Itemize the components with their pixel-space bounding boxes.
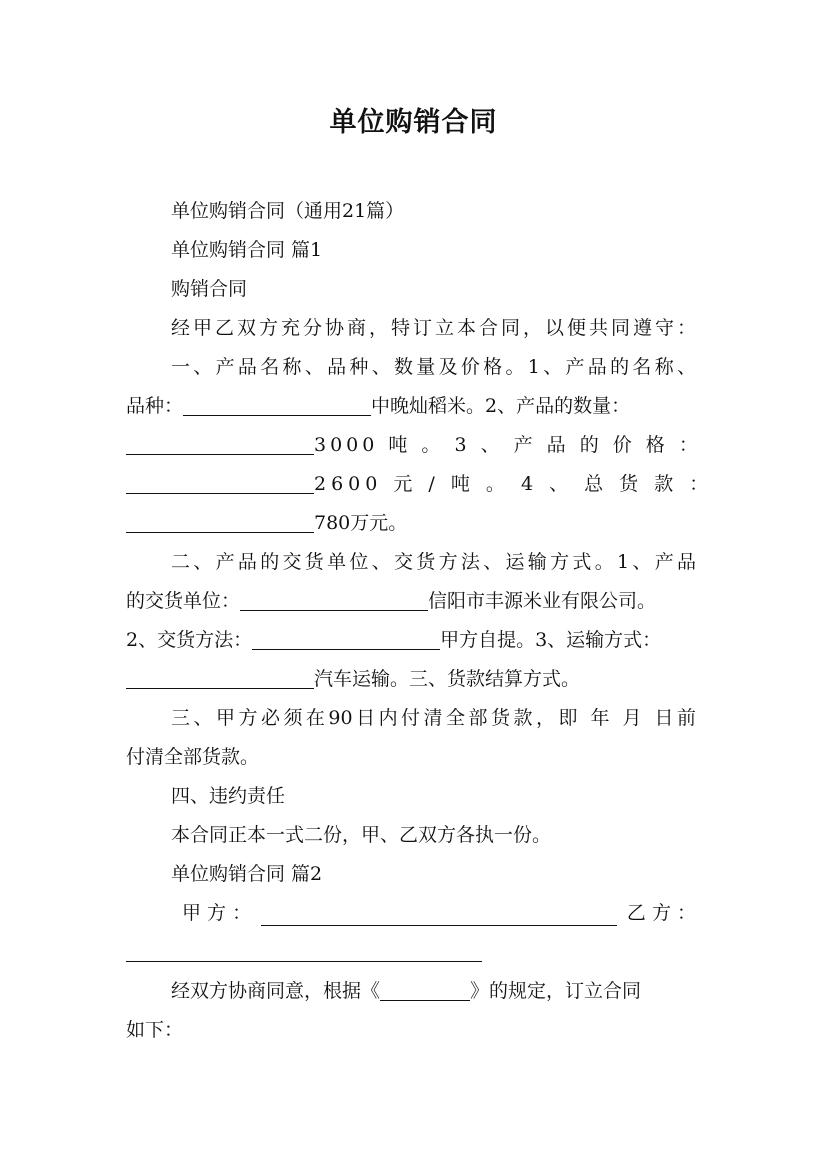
section3-line1: 三、甲方必须在90日内付清全部货款，即 年 月 日前 bbox=[171, 707, 696, 729]
delivery-unit-label: 的交货单位： bbox=[126, 590, 241, 612]
preamble: 经甲乙双方充分协商，特订立本合同，以便共同遵守： bbox=[171, 317, 696, 339]
fill-in-blank bbox=[183, 395, 371, 416]
section1-line2 bbox=[126, 393, 696, 419]
fill-in-blank bbox=[126, 473, 314, 494]
part2-line1 bbox=[171, 978, 696, 1004]
section1-line3 bbox=[126, 432, 702, 458]
law-name-blank bbox=[380, 980, 470, 1001]
parties-line bbox=[182, 900, 696, 926]
fill-in-blank bbox=[126, 512, 314, 533]
part1-heading: 单位购销合同 篇1 bbox=[171, 239, 323, 261]
agreement-text-b: 》的规定，订立合同 bbox=[470, 980, 642, 1002]
section1-line4 bbox=[126, 471, 714, 497]
fill-in-blank bbox=[240, 590, 428, 611]
section4-text: 本合同正本一式二份，甲、乙双方各执一份。 bbox=[171, 824, 552, 846]
agreement-text-a: 经双方协商同意，根据《 bbox=[171, 980, 381, 1002]
party-b-label: 乙 方 ： bbox=[626, 902, 696, 924]
fill-in-blank bbox=[252, 629, 440, 650]
total-text: 780万元。 bbox=[314, 512, 408, 534]
section2-line2 bbox=[126, 588, 696, 614]
party-b-line bbox=[126, 939, 696, 965]
section1-text: 中晚灿稻米。2、产品的数量： bbox=[371, 395, 631, 417]
fill-in-blank bbox=[126, 668, 314, 689]
party-a-label: 甲 方 ： bbox=[182, 902, 252, 924]
transport-text: 汽车运输。三、货款结算方式。 bbox=[314, 668, 581, 690]
delivery-method-text: 甲方自提。3、运输方式： bbox=[440, 629, 662, 651]
section1-line1: 一、产品名称、品种、数量及价格。1、产品的名称、 bbox=[171, 356, 696, 378]
section2-line3 bbox=[126, 627, 696, 653]
document-title: 单位购销合同 bbox=[329, 107, 498, 138]
subtitle: 单位购销合同（通用21篇） bbox=[171, 200, 405, 222]
section3-line2: 付清全部货款。 bbox=[126, 746, 260, 768]
contract-name: 购销合同 bbox=[171, 278, 248, 300]
party-a-blank bbox=[261, 905, 617, 926]
delivery-method-label: 2、交货方法： bbox=[126, 629, 253, 651]
section2-line4 bbox=[126, 666, 696, 692]
section2-line1: 二、产品的交货单位、交货方法、运输方式。1、产品 bbox=[171, 551, 696, 573]
fill-in-blank bbox=[126, 434, 314, 455]
section1-label: 品种： bbox=[126, 395, 184, 417]
part2-heading: 单位购销合同 篇2 bbox=[171, 863, 323, 885]
section1-line5 bbox=[126, 510, 696, 536]
price-text: 2600 元 / 吨 。 4 、 总 货 款 ： bbox=[314, 473, 714, 495]
delivery-unit-text: 信阳市丰源米业有限公司。 bbox=[428, 590, 657, 612]
quantity-text: 3000 吨 。 3 、 产 品 的 价 格 ： bbox=[314, 434, 702, 456]
party-b-blank bbox=[126, 941, 482, 962]
part2-line2: 如下： bbox=[126, 1019, 184, 1041]
section4-heading: 四、违约责任 bbox=[171, 785, 286, 807]
